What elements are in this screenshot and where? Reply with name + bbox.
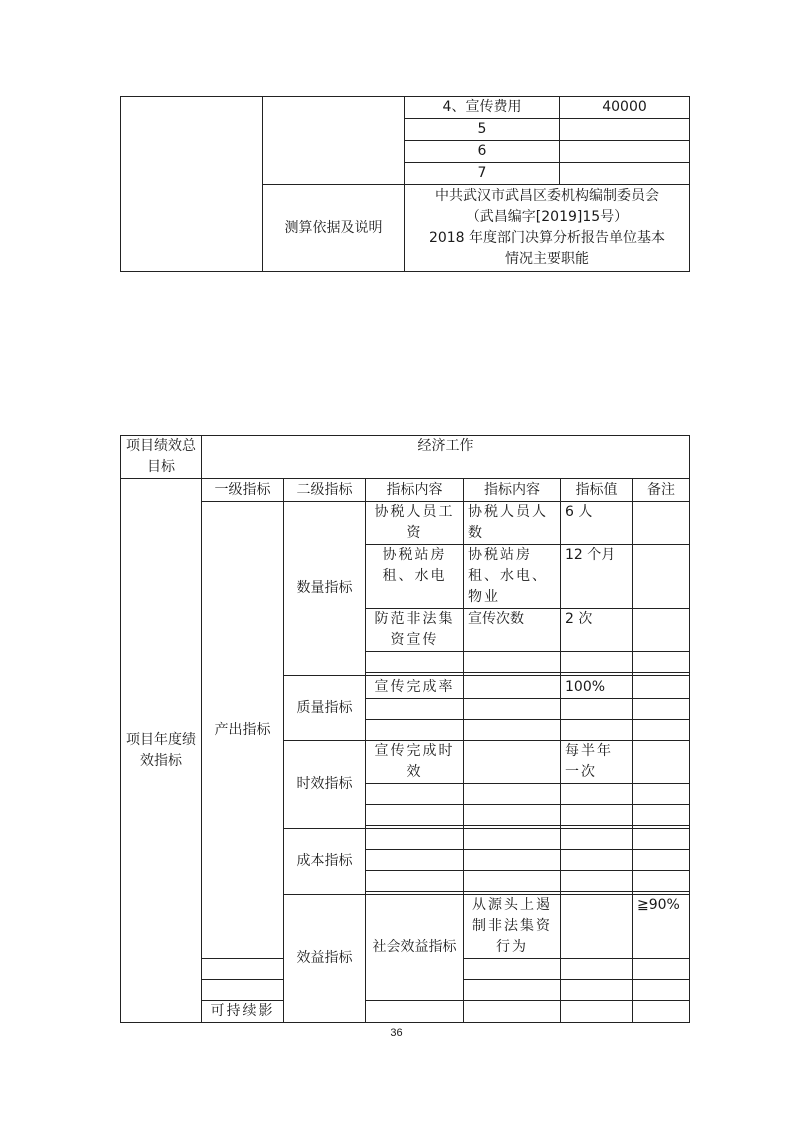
content-cell: 宣传次数 [464, 609, 561, 652]
goal-value: 经济工作 [202, 436, 690, 479]
level1-output: 产出指标 [202, 502, 284, 959]
budget-amount [560, 163, 690, 185]
empty-cell [633, 784, 690, 805]
empty-cell [366, 652, 464, 673]
empty-cell [561, 829, 633, 850]
value-cell: 6 人 [561, 502, 633, 545]
empty-cell [366, 699, 464, 720]
level2-quality: 质量指标 [284, 676, 366, 741]
budget-amount: 40000 [560, 97, 690, 119]
empty-cell [633, 652, 690, 673]
budget-item: 7 [405, 163, 560, 185]
empty-cell [366, 805, 464, 826]
empty-cell [464, 652, 561, 673]
empty-cell [561, 652, 633, 673]
basis-line: 中共武汉市武昌区委机构编制委员会 [435, 188, 659, 204]
header-cell: 指标内容 [366, 479, 464, 502]
content-cell [464, 741, 561, 784]
level1-benefit: 效益指标 [284, 895, 366, 1023]
empty-cell [633, 871, 690, 892]
note-cell [633, 545, 690, 609]
empty-cell [464, 1001, 561, 1023]
empty-cell [633, 829, 690, 850]
budget-amount [560, 141, 690, 163]
content-cell: 协税人员人数 [464, 502, 561, 545]
budget-amount [560, 119, 690, 141]
level2-sustain: 可持续影 [202, 1001, 284, 1023]
budget-item: 4、宣传费用 [405, 97, 560, 119]
basis-line: 情况主要职能 [505, 251, 589, 267]
empty-cell [561, 1001, 633, 1023]
content-cell: 宣传完成率 [366, 676, 464, 699]
header-cell: 指标内容 [464, 479, 561, 502]
empty-cell [121, 97, 263, 272]
header-cell: 一级指标 [202, 479, 284, 502]
basis-label: 测算依据及说明 [263, 185, 405, 272]
level2-quantity: 数量指标 [284, 502, 366, 676]
performance-table [120, 435, 690, 1023]
empty-cell [464, 871, 561, 892]
content-cell: 宣传完成时效 [366, 741, 464, 784]
empty-cell [464, 959, 561, 980]
empty-cell [561, 720, 633, 741]
empty-cell [366, 829, 464, 850]
empty-cell [633, 699, 690, 720]
empty-cell [633, 1001, 690, 1023]
goal-label: 项目绩效总目标 [121, 436, 202, 479]
basis-text [405, 185, 690, 272]
content-cell: 防范非法集资宣传 [366, 609, 464, 652]
empty-cell [202, 959, 284, 980]
budget-item: 5 [405, 119, 560, 141]
empty-cell [366, 1001, 464, 1023]
empty-cell [464, 699, 561, 720]
content-cell: 协税人员工资 [366, 502, 464, 545]
empty-cell [633, 980, 690, 1001]
content-cell: 协税站房租、水电、物业 [464, 545, 561, 609]
value-cell: 每半年一次 [561, 741, 633, 784]
empty-cell [633, 720, 690, 741]
value-cell: 100% [561, 676, 633, 699]
empty-cell [561, 805, 633, 826]
empty-cell [561, 980, 633, 1001]
value-cell: ≧90% [633, 895, 690, 959]
empty-cell [366, 871, 464, 892]
level2-timeliness: 时效指标 [284, 741, 366, 829]
empty-cell [633, 959, 690, 980]
budget-table [120, 96, 690, 272]
empty-cell [366, 720, 464, 741]
value-cell: 12 个月 [561, 545, 633, 609]
note-cell [633, 609, 690, 652]
budget-item: 6 [405, 141, 560, 163]
header-cell: 指标值 [561, 479, 633, 502]
annual-label: 项目年度绩效指标 [121, 479, 202, 1023]
content-cell [561, 895, 633, 959]
empty-cell [561, 959, 633, 980]
empty-cell [633, 805, 690, 826]
page-number: 36 [390, 1027, 403, 1039]
level2-cost: 成本指标 [284, 829, 366, 895]
empty-cell [561, 871, 633, 892]
empty-cell [263, 97, 405, 185]
content-cell: 协税站房租、水电 [366, 545, 464, 609]
basis-line: 2018 年度部门决算分析报告单位基本 [428, 230, 666, 246]
empty-cell [366, 850, 464, 871]
header-cell: 备注 [633, 479, 690, 502]
empty-cell [366, 784, 464, 805]
empty-cell [464, 829, 561, 850]
content-cell: 从源头上遏制非法集资行为 [464, 895, 561, 959]
empty-cell [464, 720, 561, 741]
empty-cell [633, 850, 690, 871]
level2-social: 社会效益指标 [366, 895, 464, 1001]
empty-cell [561, 850, 633, 871]
note-cell [633, 741, 690, 784]
empty-cell [464, 980, 561, 1001]
note-cell [633, 676, 690, 699]
empty-cell [464, 784, 561, 805]
value-cell: 2 次 [561, 609, 633, 652]
empty-cell [464, 850, 561, 871]
note-cell [633, 502, 690, 545]
empty-cell [202, 980, 284, 1001]
content-cell [464, 676, 561, 699]
empty-cell [561, 784, 633, 805]
empty-cell [464, 805, 561, 826]
empty-cell [561, 699, 633, 720]
header-cell: 二级指标 [284, 479, 366, 502]
basis-line: （武昌编字[2019]15号） [465, 209, 629, 225]
